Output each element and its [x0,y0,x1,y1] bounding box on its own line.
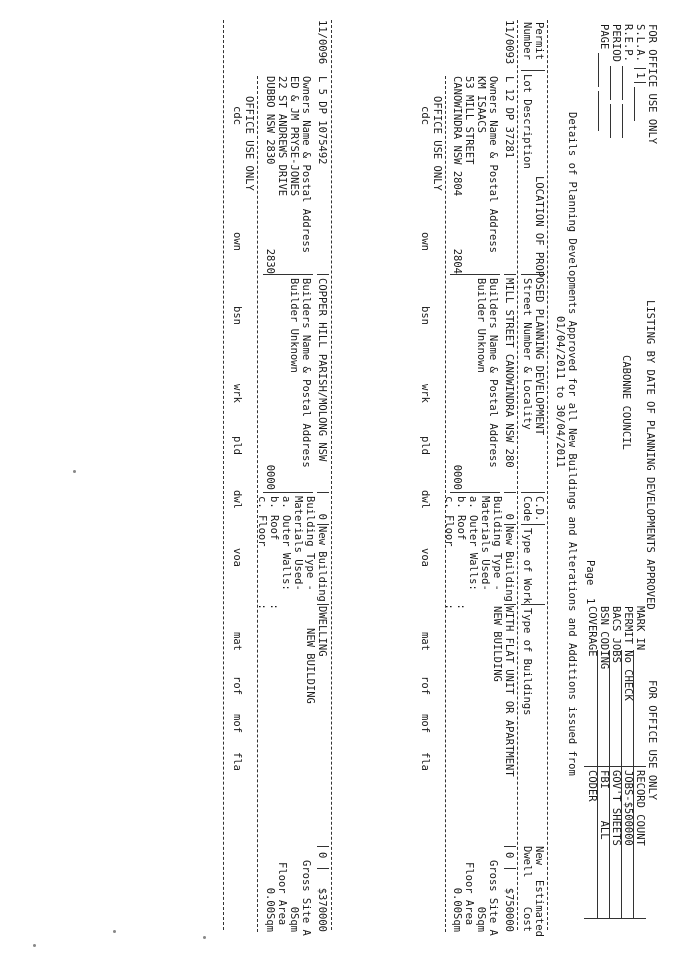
owner-line-2: 22 ST ANDREWS DRIVE [276,76,288,197]
col-location: LOCATION OF PROPOSED PLANNING DEVELOPMENT [533,176,545,436]
office-left-item-period: PERIOD [610,24,622,138]
materials-line-3: a. Outer Walls: [467,496,479,591]
office-left-item-sla: S.L.A. 1 [634,24,646,121]
record-cost: $370000 [316,887,328,932]
code-wrk: wrk [419,384,431,403]
code-pld: pld [231,436,243,455]
office-left-item-page: PAGE [598,24,610,131]
office-use-label: OFFICE USE ONLY [243,96,255,191]
area-line-4: 0.00Sqm [451,887,463,932]
owner-postcode: 2830 [264,248,276,274]
builder-line-1: Builder Unknown [288,278,300,373]
col-lot: Lot Description [521,74,533,169]
code-cdc: cdc [419,106,431,125]
area-line-2: 0Sqm [288,906,300,932]
office-right-left-0: MARK IN [634,606,646,651]
code-pld: pld [419,436,431,455]
scan-speck [203,936,206,939]
materials-line-1: Building Type - [491,496,503,591]
report-title: LISTING BY DATE OF PLANNING DEVELOPMENTS APPROVED [644,300,656,610]
office-right-left-2: BACS JOBS [610,606,622,663]
owner-line-3: CANOWINDRA NSW 2804 [451,76,463,197]
col-work: Type of Work [521,528,533,604]
col-permit: Permit Number [521,22,545,60]
record-building-sub: NEW BUILDING [304,628,316,704]
col-buildings: Type of Buildings [521,608,533,716]
builder-label: Builders Name & Postal Address [300,278,312,468]
builder-line-1: Builder Unknown [475,278,487,373]
office-left-title: FOR OFFICE USE ONLY [646,24,658,145]
area-line-1: Gross Site A [487,860,499,936]
materials-line-4: b. Roof : [268,496,280,610]
code-dwl: dwl [419,490,431,509]
code-rof: rof [419,676,431,695]
owner-line-1: ED & JM PRYSE-JONES [288,76,300,197]
area-line-4: 0.00Sqm [264,887,276,932]
record-dwell: 0 [503,852,515,859]
owner-line-3: DUBBO NSW 2830 [264,76,276,165]
owner-postcode: 2804 [451,248,463,274]
materials-line-5: c. Floor : [443,496,455,610]
builder-postcode: 0000 [264,464,276,490]
record-work-type: New Building [503,526,515,602]
col-cost: Estimated Cost [521,880,545,937]
page-indicator: Page 1 [584,560,596,605]
record-permit: 11/0093 [503,20,515,65]
record-cd-code: 0 [316,513,328,520]
materials-line-2: Materials Used- [292,496,304,591]
scan-speck [73,470,76,473]
record-permit: 11/0096 [316,20,328,65]
area-line-3: Floor Area [463,862,475,926]
office-right-right-3: FBI ALL [598,770,610,840]
materials-line-4: b. Roof : [455,496,467,610]
code-voa: voa [419,548,431,567]
owner-line-2: 53 MILL STREET [463,76,475,165]
code-bsn: bsn [231,306,243,325]
code-mat: mat [419,632,431,651]
office-right-title: FOR OFFICE USE ONLY [646,680,658,801]
record-building-sub: NEW BUILDING [491,606,503,682]
materials-line-5: c. Floor : [256,496,268,610]
office-right-left-1: PERMIT No CHECK [622,606,634,701]
area-line-2: 0Sqm [475,906,487,932]
code-own: own [419,232,431,251]
record-lot: L 5 DP 1075492 [316,76,328,165]
code-fla: fla [419,752,431,771]
code-voa: voa [231,548,243,567]
record-cost: $750000 [503,887,515,932]
code-wrk: wrk [231,384,243,403]
record-building-type: WITH FLAT UNIT OR APARTMENT [503,606,515,777]
record-dwell: 0 [316,852,328,859]
record-lot: L 12 DP 37281 [503,76,515,159]
date-range: 01/04/2011 to 30/04/2011 [554,316,566,468]
council-name: CABONNE COUNCIL [620,355,632,450]
owner-label: Owners Name & Postal Address [300,76,312,254]
materials-line-3: a. Outer Walls: [280,496,292,591]
record-street: COPPER HILL PARISH/MOLONG NSW [316,278,328,462]
owner-line-1: KM ISAACS [475,76,487,133]
builder-postcode: 0000 [451,464,463,490]
code-own: own [231,232,243,251]
materials-line-2: Materials Used- [479,496,491,591]
col-cd: C.D. Code [521,496,545,522]
code-mof: mof [231,714,243,733]
code-dwl: dwl [231,490,243,509]
record-street: MILL STREET CANOWINDRA NSW 280 [503,278,515,468]
office-right-right-2: GOV'T SHEETS [610,770,622,846]
office-right-left-3: BSN CODING [598,606,610,670]
scan-speck [33,944,36,947]
builder-label: Builders Name & Postal Address [487,278,499,468]
scan-speck [113,930,116,933]
code-rof: rof [231,676,243,695]
col-dwell: New Dwell [521,846,545,878]
office-right-right-4: CODER [586,770,598,802]
record-work-type: New Building [316,526,328,602]
area-line-3: Floor Area [276,862,288,926]
office-use-label: OFFICE USE ONLY [431,96,443,191]
materials-line-1: Building Type - [304,496,316,591]
col-street: Street Number & Locality [521,278,533,430]
code-fla: fla [231,752,243,771]
code-bsn: bsn [419,306,431,325]
code-cdc: cdc [231,106,243,125]
record-building-type: DWELLING [316,606,328,657]
office-left-item-rep: R.E.P. [622,24,634,138]
office-right-right-0: RECORD COUNT [634,770,646,846]
area-line-1: Gross Site A [300,860,312,936]
code-mof: mof [419,714,431,733]
office-right-left-4: COVERAGE [586,606,598,657]
code-mat: mat [231,632,243,651]
report-subtitle: Details of Planning Developments Approved for all New Buildings and Alterations and Additions issued from [566,112,578,776]
owner-label: Owners Name & Postal Address [487,76,499,254]
record-cd-code: 0 [503,513,515,520]
office-right-right-1: JOBS-$500000 [622,770,634,846]
